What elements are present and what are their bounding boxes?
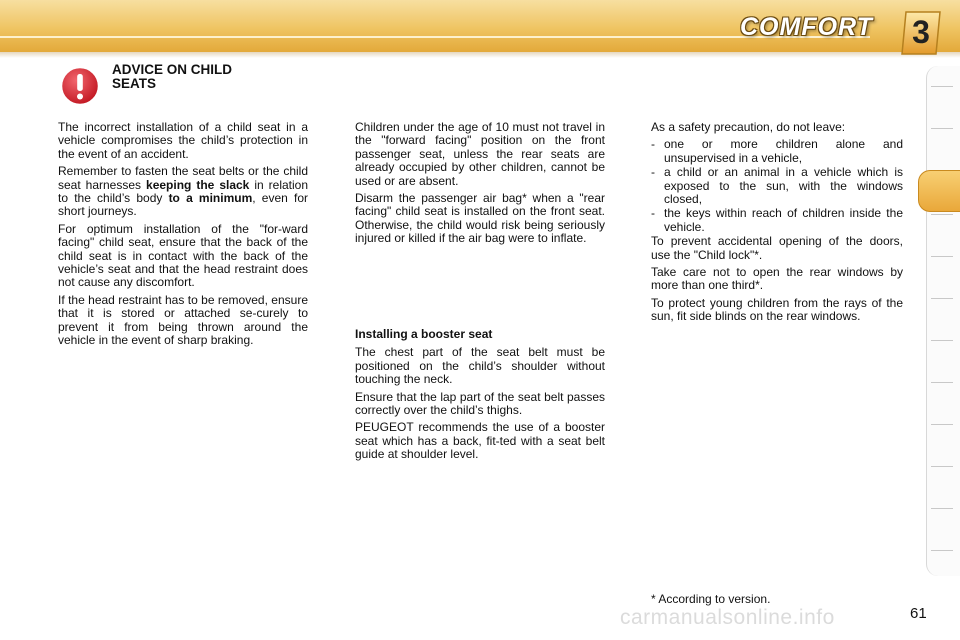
paragraph: Disarm the passenger air bag* when a "rear facing" child seat is installed on the front seat. Otherwise, the child would risk being seriously injured or killed if the air bag were to inflate. [355,191,605,246]
tab-divider [931,298,953,299]
column-2 [355,121,605,250]
tab-divider [931,424,953,425]
list-item-text: the keys within reach of children inside the vehicle. [664,206,903,234]
paragraph: Take care not to open the rear windows by more than one third*. [651,265,903,293]
watermark: carmanualsonline.info [620,606,835,629]
tab-divider [931,128,953,129]
text-emphasis: to a minimum [168,191,253,206]
paragraph [58,165,308,219]
paragraph: If the head restraint has to be removed, ensure that it is stored or attached se-curely to prevent it from being thrown around the vehicle in the event of sharp braking. [58,292,308,348]
chapter-badge [898,10,944,56]
text-run: in relation to the child’s body [58,177,309,206]
tab-divider [931,256,953,257]
list-item-text: a child or an animal in a vehicle which is exposed to the sun, with the windows closed, [664,165,903,207]
list-item [651,166,903,206]
tab-divider [931,340,953,341]
list-item-text: one or more children alone and unsupervised in a vehicle, [664,137,903,165]
chapter-tab-strip [926,66,960,576]
paragraph: PEUGEOT recommends the use of a booster seat which has a back, fit-ted with a seat belt guide at shoulder level. [355,420,605,462]
column-2-booster-section [355,328,605,466]
tab-divider [931,214,953,215]
paragraph: For optimum installation of the "for-ward facing" child seat, ensure that the back of the child seat is in contact with the back of the vehicle’s seat and that the head restraint does not cause any discomfort. [58,221,308,290]
paragraph: The chest part of the seat belt must be positioned on the child’s shoulder without touching the neck. [355,345,605,387]
chapter-number: 3 [912,14,930,50]
section-heading [112,63,312,91]
list-item [651,207,903,234]
safety-list [651,138,903,234]
tab-divider [931,382,953,383]
paragraph: As a safety precaution, do not leave: [651,120,846,134]
dash-bullet: - [651,206,655,221]
paragraph: To prevent accidental opening of the doors, use the "Child lock"*. [651,234,903,262]
footnote: * According to version. [651,592,771,606]
tab-divider [931,86,953,87]
paragraph: Ensure that the lap part of the seat belt passes correctly over the child’s thighs. [355,389,605,418]
column-1 [58,121,308,352]
paragraph: Children under the age of 10 must not travel in the "forward facing" position on the front passenger seat, unless the rear seats are already occupied by other children, cannot be used or are absent. [355,120,605,188]
text-emphasis: keeping the slack [146,177,250,192]
text-run: Remember to fasten the seat belts or the child seat harnesses [58,164,308,192]
chapter-title: COMFORT [740,13,873,41]
paragraph: The incorrect installation of a child seat in a vehicle compromises the child’s protection in the event of an accident. [58,120,308,161]
tab-divider [931,508,953,509]
dash-bullet: - [651,165,655,180]
subheading: Installing a booster seat [355,327,493,341]
list-item [651,138,903,165]
tab-divider [931,466,953,467]
chapter-tab-active[interactable] [918,170,960,212]
dash-bullet: - [651,137,655,152]
paragraph: To protect young children from the rays of the sun, fit side blinds on the rear windows. [651,295,903,324]
tab-divider [931,550,953,551]
section-heading-line2: SEATS [112,76,157,91]
warning-exclamation-icon [60,66,100,106]
banner-shadow [0,52,960,58]
column-3 [651,121,903,328]
section-heading-line1: ADVICE ON CHILD [112,62,233,77]
page-number: 61 [910,605,927,622]
text-run: , even for short journeys. [58,191,308,219]
